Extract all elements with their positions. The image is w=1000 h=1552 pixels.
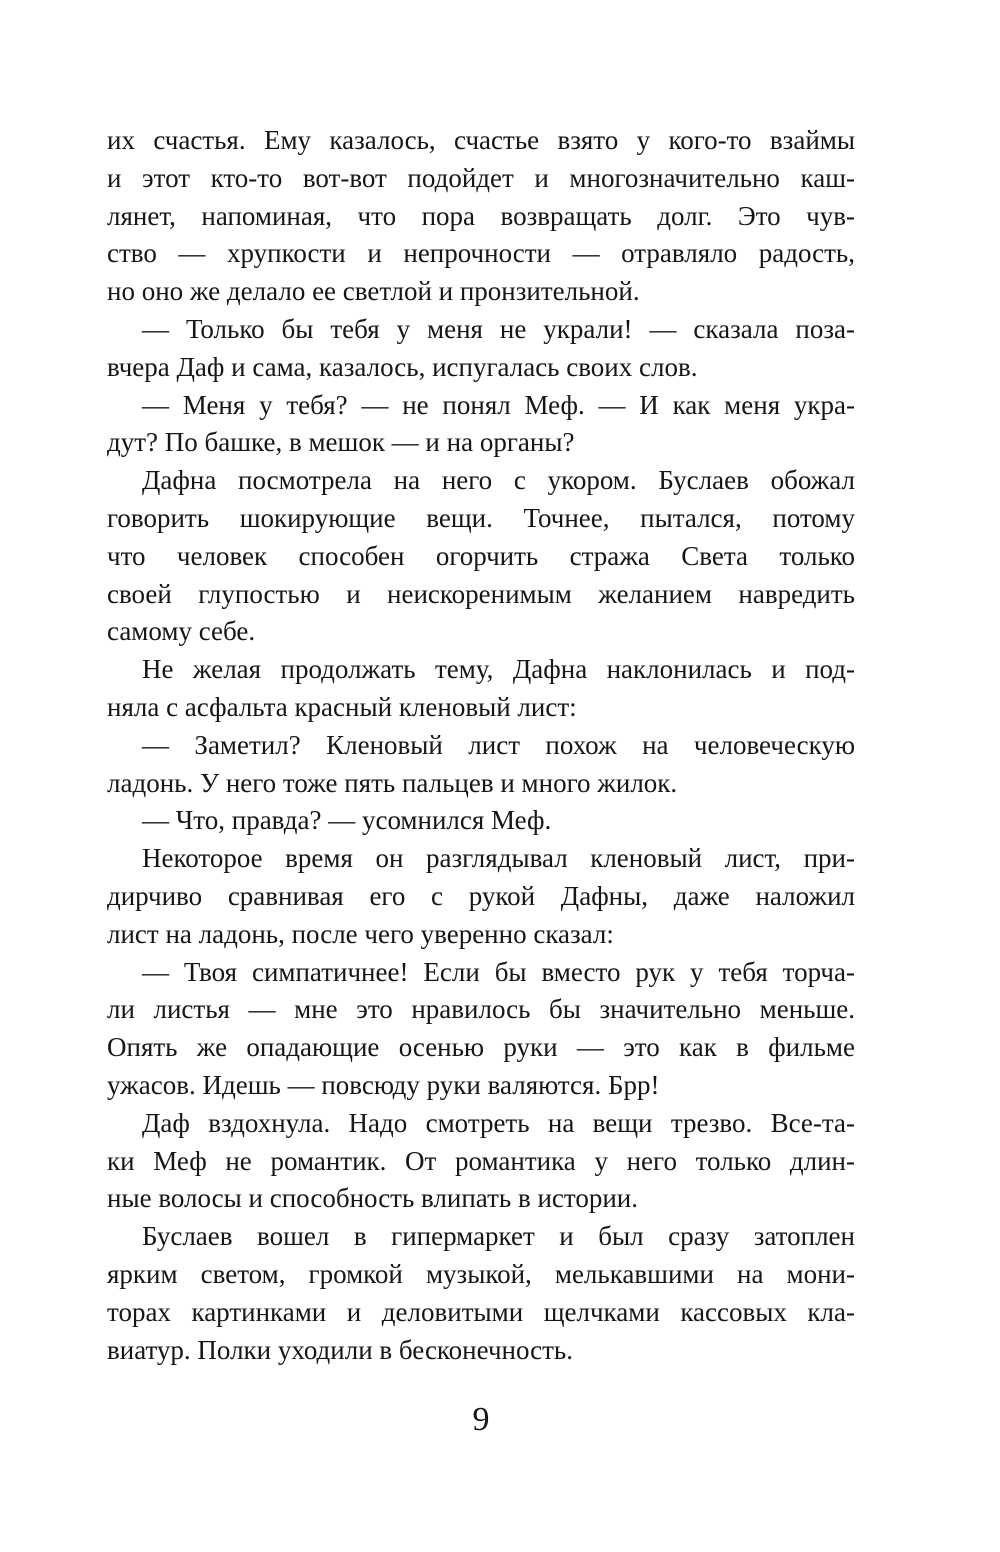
paragraph xyxy=(107,1105,855,1218)
paragraph xyxy=(107,802,855,840)
text-line: ярким светом, громкой музыкой, мелькавшими на мони- xyxy=(107,1258,855,1289)
paragraph xyxy=(107,122,855,311)
paragraph xyxy=(107,387,855,463)
text-line: дирчиво сравнивая его с рукой Дафны, даже наложил xyxy=(107,880,855,911)
text-line: няла с асфальта красный кленовый лист: xyxy=(107,691,577,722)
text-line: своей глупостью и неискоренимым желанием навредить xyxy=(107,578,855,609)
paragraph xyxy=(107,954,855,1105)
text-line: ки Меф не романтик. От романтика у него только длин- xyxy=(107,1145,855,1176)
paragraph xyxy=(107,462,855,651)
text-line: ство — хрупкости и непрочности — отравляло радость, xyxy=(107,238,855,269)
text-line: ужасов. Идешь — повсюду руки валяются. Брр! xyxy=(107,1069,660,1100)
text-line: торах картинками и деловитыми щелчками кассовых кла- xyxy=(107,1296,855,1327)
text-line: Буслаев вошел в гипермаркет и был сразу затоплен xyxy=(142,1221,855,1252)
text-line: Не желая продолжать тему, Дафна наклонилась и под- xyxy=(142,654,855,685)
text-line: дут? По башке, в мешок — и на органы? xyxy=(107,427,575,458)
text-line: Опять же опадающие осенью руки — это как в фильме xyxy=(107,1032,855,1063)
paragraph xyxy=(107,651,855,727)
paragraph xyxy=(107,311,855,387)
text-line: — Меня у тебя? — не понял Меф. — И как меня укра- xyxy=(142,389,855,420)
text-line: — Заметил? Кленовый лист похож на человеческую xyxy=(142,729,855,760)
paragraph xyxy=(107,840,855,953)
text-line: лянет, напоминая, что пора возвращать долг. Это чув- xyxy=(107,200,855,231)
text-line: — Твоя симпатичнее! Если бы вместо рук у тебя торча- xyxy=(142,956,855,987)
text-line: говорить шокирующие вещи. Точнее, пытался, потому xyxy=(107,502,855,533)
text-line: Дафна посмотрела на него с укором. Буслаев обожал xyxy=(142,465,855,496)
text-line: виатур. Полки уходили в бесконечность. xyxy=(107,1334,573,1365)
page-number: 9 xyxy=(472,1401,490,1438)
text-line: самому себе. xyxy=(107,616,256,647)
text-line: лист на ладонь, после чего уверенно сказал: xyxy=(107,918,614,949)
text-line: вчера Даф и сама, казалось, испугалась своих слов. xyxy=(107,351,698,382)
text-line: Даф вздохнула. Надо смотреть на вещи трезво. Все-та- xyxy=(142,1107,855,1138)
text-line: но оно же делало ее светлой и пронзительной. xyxy=(107,276,640,307)
text-line: — Только бы тебя у меня не украли! — сказала поза- xyxy=(142,313,855,344)
text-line: ли листья — мне это нравилось бы значительно меньше. xyxy=(107,994,855,1025)
page-text xyxy=(107,122,855,1369)
text-line: их счастья. Ему казалось, счастье взято у кого-то взаймы xyxy=(107,125,855,155)
text-line: и этот кто-то вот-вот подойдет и многозначительно каш- xyxy=(107,162,855,193)
text-line: Некоторое время он разглядывал кленовый лист, при- xyxy=(142,843,855,874)
paragraph xyxy=(107,727,855,803)
text-line: что человек способен огорчить стража Света только xyxy=(107,540,855,571)
paragraph xyxy=(107,1218,855,1369)
text-line: ные волосы и способность влипать в истории. xyxy=(107,1183,638,1214)
text-line: ладонь. У него тоже пять пальцев и много жилок. xyxy=(107,767,678,798)
text-line: — Что, правда? — усомнился Меф. xyxy=(142,805,552,836)
